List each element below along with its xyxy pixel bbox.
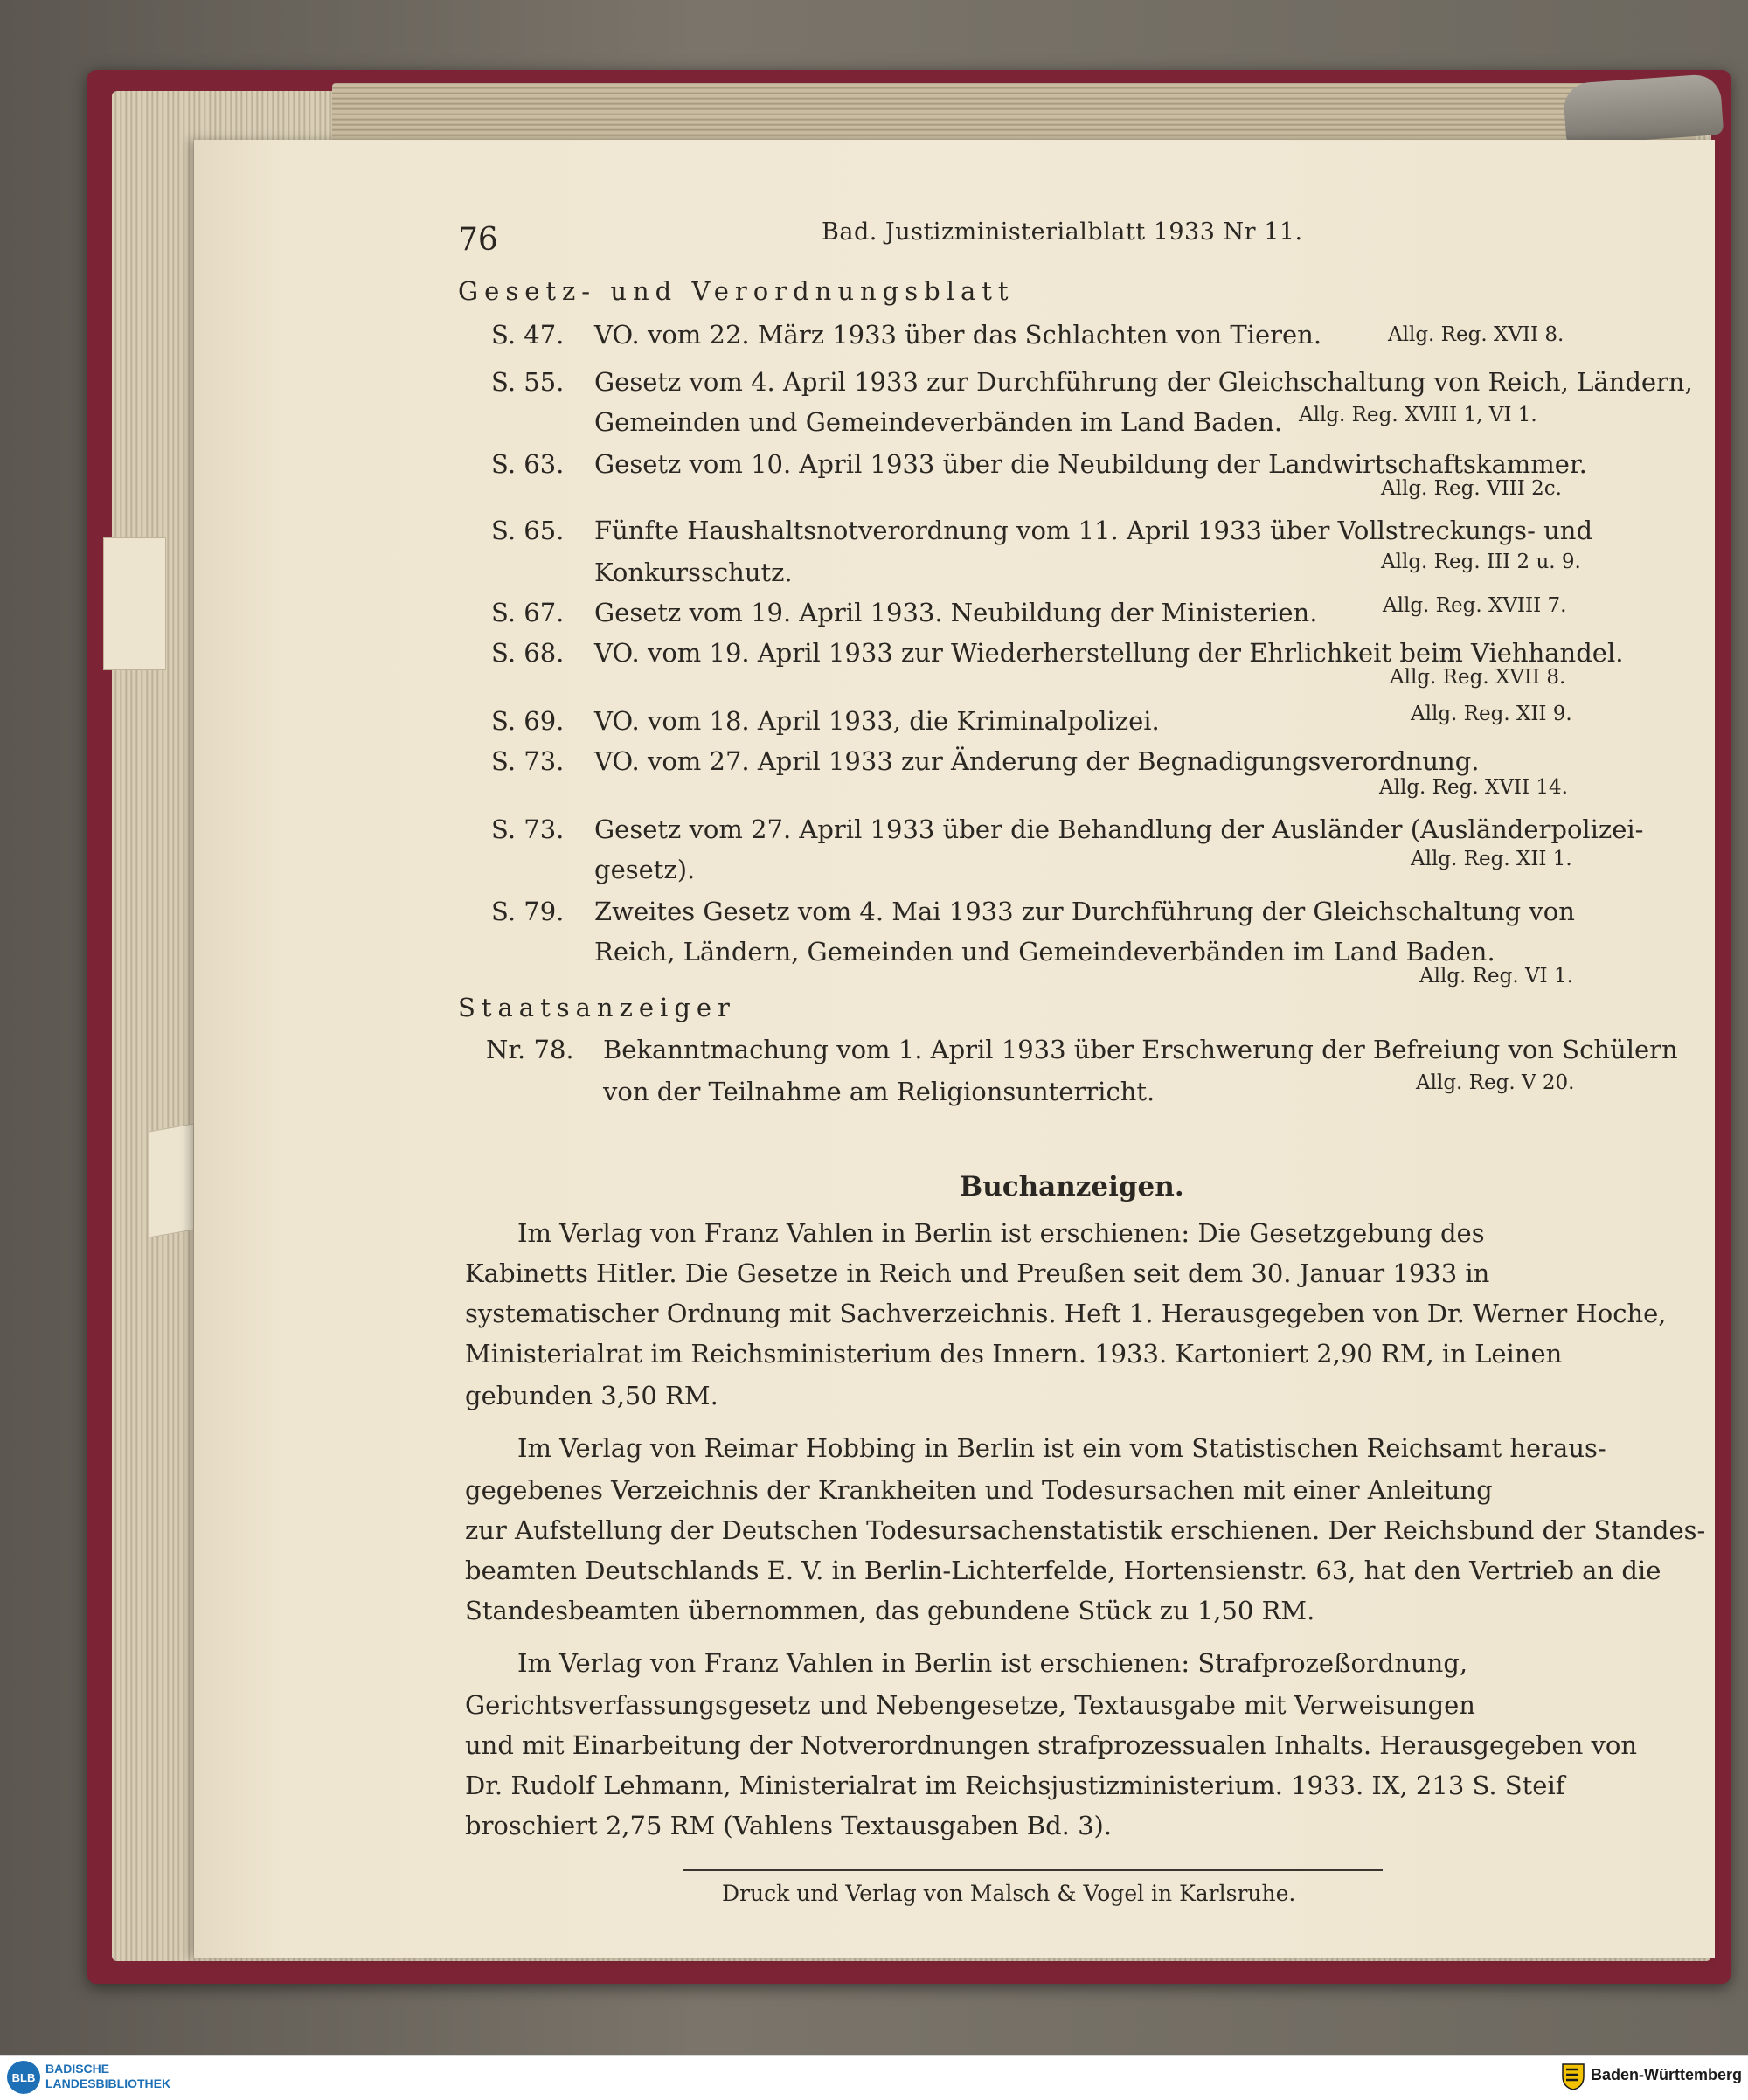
paper-tab-lower	[149, 1123, 194, 1237]
entry-text: Gesetz vom 10. April 1933 über die Neubildung der Landwirtschaftskammer.	[594, 449, 1587, 479]
page-number: 76	[458, 222, 498, 258]
ad-paragraph-line: und mit Einarbeitung der Notverordnungen strafprozessualen Inhalts. Herausgegeben von	[465, 1730, 1638, 1760]
ad-paragraph-line: systematischer Ordnung mit Sachverzeichnis. Heft 1. Herausgegeben von Dr. Werner Hoche,	[465, 1299, 1667, 1328]
entry-text: Gesetz vom 19. April 1933. Neubildung der Ministerien.	[594, 598, 1318, 627]
entry-ref: Nr. 78.	[486, 1035, 574, 1064]
entry-ref: S. 63.	[491, 449, 565, 479]
entry-ref: S. 68.	[491, 638, 565, 668]
ad-paragraph-line: zur Aufstellung der Deutschen Todesursachenstatistik erschienen. Der Reichsbund der Standes-	[465, 1515, 1706, 1545]
entry-register: Allg. Reg. III 2 u. 9.	[1381, 551, 1581, 573]
entry-ref: S. 67.	[491, 598, 565, 627]
state-name: Baden-Württemberg	[1591, 2066, 1743, 2083]
ad-paragraph-line: Im Verlag von Franz Vahlen in Berlin ist erschienen: Die Gesetzgebung des	[517, 1218, 1485, 1248]
printer-imprint: Druck und Verlag von Malsch & Vogel in Karlsruhe.	[722, 1881, 1296, 1906]
ad-paragraph-line: gebunden 3,50 RM.	[465, 1381, 718, 1410]
entry-ref: S. 47.	[491, 320, 565, 350]
entry-text: VO. vom 27. April 1933 zur Änderung der Begnadigungsverordnung.	[594, 746, 1480, 776]
entry-text: gesetz).	[594, 855, 696, 884]
library-name-line-2: LANDESBIBLIOTHEK	[45, 2076, 171, 2090]
top-page-edges	[332, 83, 1696, 144]
ad-paragraph-line: Gerichtsverfassungsgesetz und Nebengesetze, Textausgabe mit Verweisungen	[465, 1690, 1475, 1720]
entry-text: Gesetz vom 4. April 1933 zur Durchführung der Gleichschaltung von Reich, Ländern,	[594, 367, 1693, 397]
ad-paragraph-line: Im Verlag von Reimar Hobbing in Berlin ist ein vom Statistischen Reichsamt heraus-	[517, 1433, 1606, 1463]
entry-text: VO. vom 22. März 1933 über das Schlachten von Tieren.	[594, 320, 1322, 350]
entry-text: Gemeinden und Gemeindeverbänden im Land Baden.	[594, 407, 1283, 437]
entry-register: Allg. Reg. XII 9.	[1411, 703, 1572, 725]
entry-ref: S. 73.	[491, 814, 565, 844]
entry-register: Allg. Reg. VIII 2c.	[1381, 477, 1562, 500]
ad-paragraph-line: Standesbeamten übernommen, das gebundene Stück zu 1,50 RM.	[465, 1596, 1315, 1625]
entry-text: Fünfte Haushaltsnotverordnung vom 11. April 1933 über Vollstreckungs- und	[594, 516, 1593, 545]
entry-ref: S. 79.	[491, 897, 565, 926]
ad-paragraph-line: Dr. Rudolf Lehmann, Ministerialrat im Reichsjustizministerium. 1933. IX, 213 S. Steif	[465, 1771, 1565, 1800]
bookmark-ribbon	[1563, 73, 1724, 145]
entry-text: Zweites Gesetz vom 4. Mai 1933 zur Durchführung der Gleichschaltung von	[594, 897, 1575, 926]
viewer-bottom-bar	[0, 2055, 1748, 2100]
entry-text: Gesetz vom 27. April 1933 über die Behandlung der Ausländer (Ausländerpolizei-	[594, 814, 1644, 844]
entry-text: Bekanntmachung vom 1. April 1933 über Erschwerung der Befreiung von Schülern	[603, 1035, 1678, 1064]
ad-paragraph-line: beamten Deutschlands E. V. in Berlin-Lichterfelde, Hortensienstr. 63, hat den Vertrieb an die	[465, 1556, 1661, 1585]
entry-register: Allg. Reg. XII 1.	[1411, 848, 1572, 870]
entry-register: Allg. Reg. XVIII 7.	[1383, 594, 1567, 617]
entry-register: Allg. Reg. XVII 8.	[1388, 323, 1564, 346]
entry-ref: S. 65.	[491, 516, 565, 545]
entry-register: Allg. Reg. VI 1.	[1419, 965, 1573, 988]
ad-paragraph-line: Kabinetts Hitler. Die Gesetze in Reich und Preußen seit dem 30. Januar 1933 in	[465, 1258, 1490, 1288]
entry-text: VO. vom 19. April 1933 zur Wiederherstellung der Ehrlichkeit beim Viehhandel.	[594, 638, 1624, 668]
footer-rule	[683, 1869, 1383, 1871]
entry-ref: S. 55.	[491, 367, 565, 397]
entry-ref: S. 73.	[491, 746, 565, 776]
ad-paragraph-line: Im Verlag von Franz Vahlen in Berlin ist erschienen: Strafprozeßordnung,	[517, 1648, 1468, 1678]
heading-buchanzeigen: Buchanzeigen.	[960, 1171, 1184, 1202]
entry-register: Allg. Reg. XVIII 1, VI 1.	[1299, 404, 1537, 426]
entry-text: Reich, Ländern, Gemeinden und Gemeindeverbänden im Land Baden.	[594, 937, 1495, 967]
ad-paragraph-line: broschiert 2,75 RM (Vahlens Textausgaben Bd. 3).	[465, 1811, 1113, 1840]
blb-logo-icon[interactable]: BLB	[7, 2061, 40, 2094]
ad-paragraph-line: gegebenes Verzeichnis der Krankheiten und Todesursachen mit einer Anleitung	[465, 1475, 1493, 1505]
library-name-line-1: BADISCHE	[45, 2062, 110, 2076]
entry-text: VO. vom 18. April 1933, die Kriminalpolizei.	[594, 706, 1160, 736]
baden-wuerttemberg-lions-icon[interactable]	[1561, 2061, 1585, 2090]
entry-text: von der Teilnahme am Religionsunterricht.	[603, 1077, 1155, 1106]
entry-register: Allg. Reg. V 20.	[1416, 1071, 1575, 1094]
section-title-gesetzblatt: Gesetz- und Verordnungsblatt	[458, 276, 1015, 306]
entry-register: Allg. Reg. XVII 8.	[1390, 666, 1566, 689]
entry-ref: S. 69.	[491, 706, 565, 736]
ad-paragraph-line: Ministerialrat im Reichsministerium des Innern. 1933. Kartoniert 2,90 RM, in Leinen	[465, 1339, 1563, 1369]
entry-register: Allg. Reg. XVII 14.	[1379, 776, 1568, 799]
running-header: Bad. Justizministerialblatt 1933 Nr 11.	[822, 218, 1303, 246]
section-title-staatsanzeiger: Staatsanzeiger	[458, 993, 736, 1022]
library-name	[45, 2062, 170, 2091]
entry-text: Konkursschutz.	[594, 558, 793, 587]
paper-tab	[103, 537, 166, 670]
